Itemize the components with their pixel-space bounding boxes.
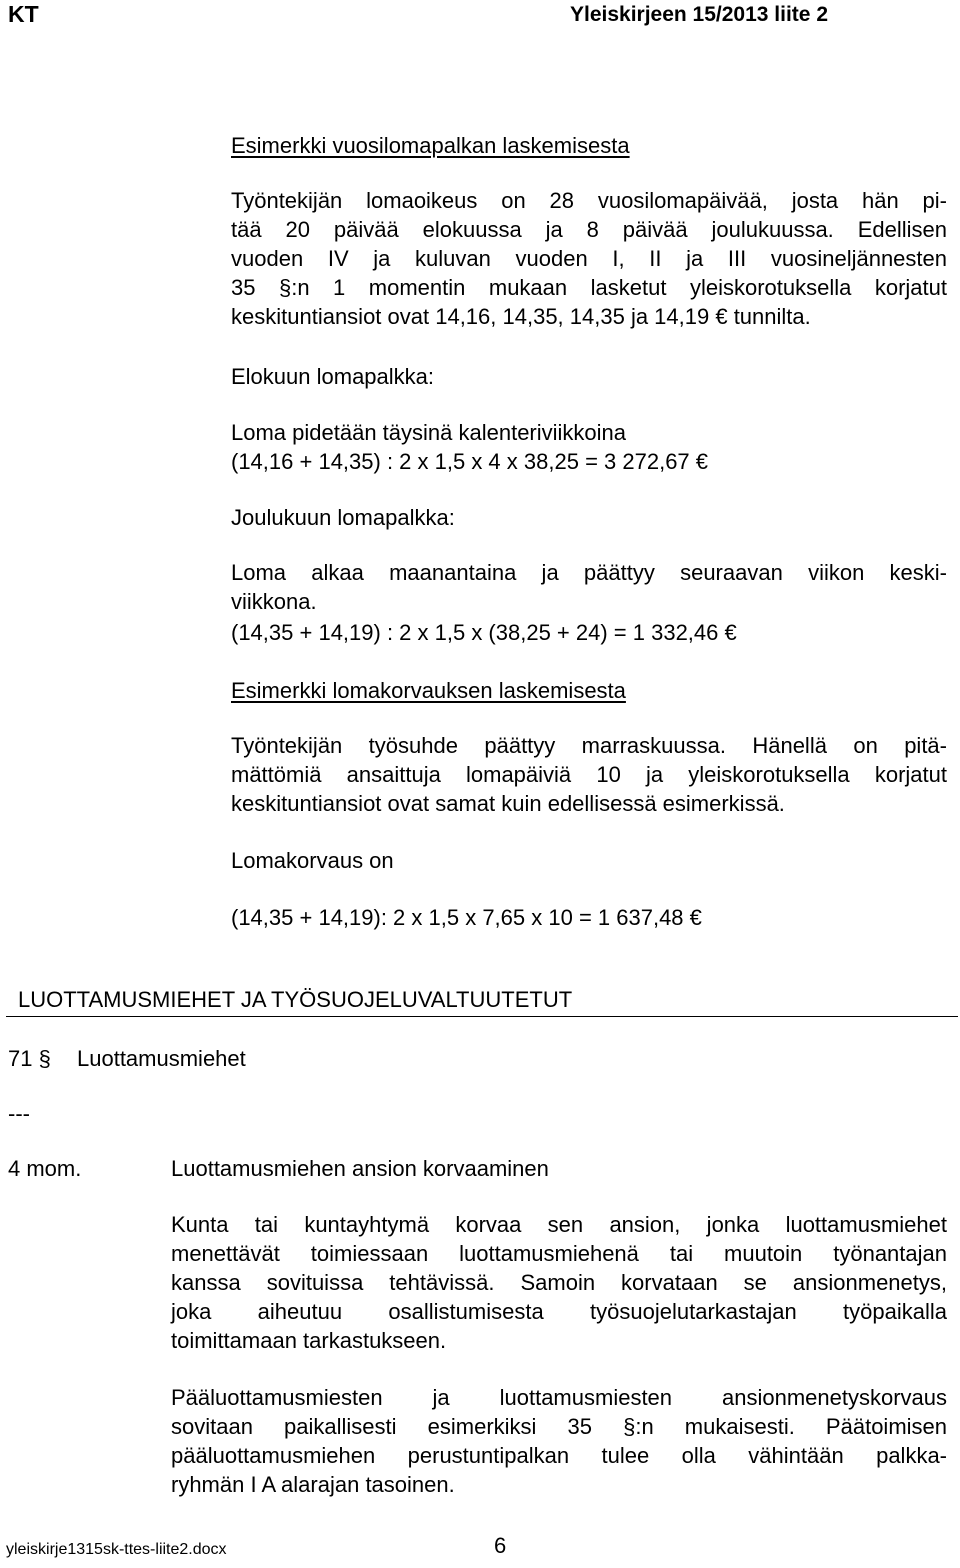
section-paragraph-1 (171, 1210, 947, 1355)
august-label: Elokuun lomapalkka: (231, 364, 435, 389)
december-line: viikkona. (231, 589, 317, 614)
article-title: Luottamusmiehet (77, 1046, 246, 1071)
august-line: Loma pidetään täysinä kalenteriviikkoina (231, 420, 627, 445)
example2-line: keskituntiansiot ovat samat kuin edellisessä esimerkissä. (231, 791, 785, 816)
example2-label: Lomakorvaus on (231, 848, 394, 873)
december-paragraph (231, 558, 947, 616)
section-line: toimittamaan tarkastukseen. (171, 1328, 447, 1353)
example2-line: Työntekijän työsuhde päättyy marraskuussa. Hänellä on pitä- (231, 733, 947, 758)
header-right: Yleiskirjeen 15/2013 liite 2 (569, 3, 828, 26)
section-rule (6, 1016, 958, 1017)
example1-line: Työntekijän lomaoikeus on 28 vuosilomapäivää, josta hän pi- (231, 188, 947, 213)
december-formula: (14,35 + 14,19) : 2 x 1,5 x (38,25 + 24) = 1 332,46 € (231, 620, 737, 645)
example1-line: tää 20 päivää elokuussa ja 8 päivää joulukuussa. Edellisen (231, 217, 947, 242)
example2-line: mättömiä ansaittuja lomapäiviä 10 ja yleiskorotuksella korjatut (231, 762, 947, 787)
section-paragraph-2 (171, 1383, 947, 1499)
section-line: Kunta tai kuntayhtymä korvaa sen ansion, jonka luottamusmiehet (171, 1212, 947, 1237)
section-line: Pääluottamusmiesten ja luottamusmiesten ansionmenetyskorvaus (171, 1385, 947, 1410)
example1-heading: Esimerkki vuosilomapalkan laskemisesta (231, 133, 630, 158)
example1-line: 35 §:n 1 momentin mukaan lasketut yleiskorotuksella korjatut (231, 275, 947, 300)
article-number: 71 § (8, 1046, 51, 1071)
header-left: KT (8, 1, 39, 27)
mom-label: 4 mom. (8, 1156, 82, 1181)
section-line: menettävät toimiessaan luottamusmiehenä tai muutoin työnantajan (171, 1241, 947, 1266)
section-line: pääluottamusmiehen perustuntipalkan tulee olla vähintään palkka- (171, 1443, 947, 1468)
example1-line: keskituntiansiot ovat 14,16, 14,35, 14,35 ja 14,19 € tunnilta. (231, 304, 811, 329)
example2-paragraph (231, 731, 947, 818)
august-formula: (14,16 + 14,35) : 2 x 1,5 x 4 x 38,25 = 3 272,67 € (231, 449, 709, 474)
december-label: Joulukuun lomapalkka: (231, 505, 455, 530)
section-line: joka aiheutuu osallistumisesta työsuojelutarkastajan työpaikalla (171, 1299, 947, 1324)
footer-page-number: 6 (494, 1533, 507, 1558)
example1-line: vuoden IV ja kuluvan vuoden I, II ja III vuosineljännesten (231, 246, 947, 271)
section-line: ryhmän I A alarajan tasoinen. (171, 1472, 455, 1497)
omission-dashes: --- (8, 1101, 30, 1126)
example1-paragraph (231, 186, 947, 331)
footer-filename: yleiskirje1315sk-ttes-liite2.docx (6, 1541, 227, 1558)
section-title: LUOTTAMUSMIEHET JA TYÖSUOJELUVALTUUTETUT (18, 987, 573, 1012)
december-line: Loma alkaa maanantaina ja päättyy seuraavan viikon keski- (231, 560, 947, 585)
example2-heading: Esimerkki lomakorvauksen laskemisesta (231, 678, 626, 703)
example2-formula: (14,35 + 14,19): 2 x 1,5 x 7,65 x 10 = 1 637,48 € (231, 905, 702, 930)
section-line: sovitaan paikallisesti esimerkiksi 35 §:n mukaisesti. Päätoimisen (171, 1414, 947, 1439)
section-line: kanssa sovituissa tehtävissä. Samoin korvataan se ansionmenetys, (171, 1270, 947, 1295)
mom-title: Luottamusmiehen ansion korvaaminen (171, 1156, 549, 1181)
